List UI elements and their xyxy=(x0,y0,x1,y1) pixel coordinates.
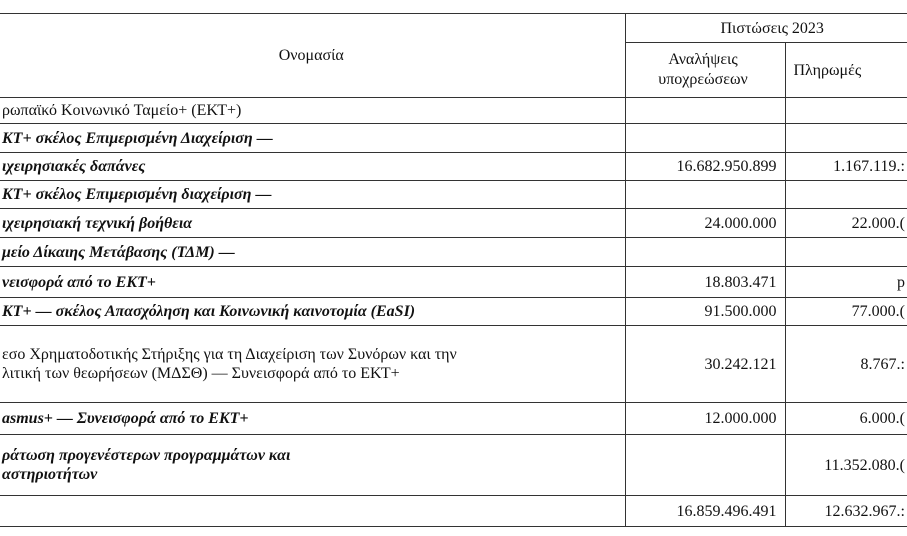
payments-cell: 77.000.( xyxy=(785,298,907,326)
payments-cell xyxy=(785,124,907,153)
row-name-line: νεισφορά από το ΕΚΤ+ xyxy=(2,273,156,291)
row-name-line: λιτική των θεωρήσεων (ΜΔΣΘ) — Συνεισφορά από το ΕΚΤ+ xyxy=(2,365,400,382)
table-row xyxy=(0,153,907,181)
row-name-line: ρωπαϊκό Κοινωνικό Ταμείο+ (ΕΚΤ+) xyxy=(2,102,242,119)
row-name xyxy=(0,98,625,124)
payments-cell: p xyxy=(785,267,907,298)
row-name xyxy=(0,238,625,267)
row-name-line: εσο Χρηματοδοτικής Στήριξης για τη Διαχείριση των Συνόρων και την xyxy=(2,346,457,363)
payments-cell: 22.000.( xyxy=(785,209,907,238)
table-row xyxy=(0,209,907,238)
payments-cell: 8.767.: xyxy=(785,326,907,403)
commitments-cell xyxy=(625,238,785,267)
row-name xyxy=(0,326,625,403)
row-name xyxy=(0,403,625,435)
commitments-cell xyxy=(625,181,785,209)
header-appropriations-2023: Πιστώσεις 2023 xyxy=(625,14,907,43)
row-name-line: ΚΤ+ σκέλος Επιμερισμένη Διαχείριση — xyxy=(2,129,273,147)
payments-cell xyxy=(785,238,907,267)
header-name: Ονομασία xyxy=(0,14,625,98)
payments-cell: 1.167.119.: xyxy=(785,153,907,181)
table-row xyxy=(0,326,907,403)
commitments-cell: 12.000.000 xyxy=(625,403,785,435)
commitments-cell xyxy=(625,124,785,153)
budget-table xyxy=(0,13,907,527)
row-name-line: αστηριοτήτων xyxy=(2,466,98,483)
row-name xyxy=(0,209,625,238)
table-row xyxy=(0,267,907,298)
table-row xyxy=(0,124,907,153)
row-name-line: ιχειρησιακές δαπάνες xyxy=(2,158,146,175)
table-row xyxy=(0,496,907,527)
row-name-line: ΚΤ+ σκέλος Επιμερισμένη διαχείριση — xyxy=(2,186,272,203)
commitments-cell: 91.500.000 xyxy=(625,298,785,326)
header-commitments: Αναλήψεις υποχρεώσεων xyxy=(625,43,785,98)
commitments-cell xyxy=(625,435,785,496)
payments-cell xyxy=(785,98,907,124)
row-name xyxy=(0,496,625,527)
table-row xyxy=(0,181,907,209)
table-row xyxy=(0,238,907,267)
row-name-line: ράτωση προγενέστερων προγραμμάτων και xyxy=(2,447,291,464)
row-name-line: μείο Δίκαιης Μετάβασης (ΤΔΜ) — xyxy=(2,243,235,261)
payments-cell: 12.632.967.: xyxy=(785,496,907,527)
header-payments: Πληρωμές xyxy=(785,43,907,98)
table-row xyxy=(0,98,907,124)
row-name xyxy=(0,124,625,153)
payments-cell: 11.352.080.( xyxy=(785,435,907,496)
commitments-cell: 16.859.496.491 xyxy=(625,496,785,527)
row-name xyxy=(0,435,625,496)
table-row xyxy=(0,435,907,496)
payments-cell xyxy=(785,181,907,209)
commitments-cell xyxy=(625,98,785,124)
row-name xyxy=(0,153,625,181)
row-name-line: ΚΤ+ — σκέλος Απασχόληση και Κοινωνική καινοτομία (EaSI) xyxy=(2,303,416,320)
commitments-cell: 30.242.121 xyxy=(625,326,785,403)
commitments-cell: 16.682.950.899 xyxy=(625,153,785,181)
table-row xyxy=(0,298,907,326)
payments-cell: 6.000.( xyxy=(785,403,907,435)
row-name xyxy=(0,181,625,209)
row-name xyxy=(0,298,625,326)
commitments-cell: 24.000.000 xyxy=(625,209,785,238)
row-name xyxy=(0,267,625,298)
row-name-line: ιχειρησιακή τεχνική βοήθεια xyxy=(2,214,193,232)
row-name-line: asmus+ — Συνεισφορά από το ΕΚΤ+ xyxy=(2,410,249,427)
table-row xyxy=(0,403,907,435)
commitments-cell: 18.803.471 xyxy=(625,267,785,298)
